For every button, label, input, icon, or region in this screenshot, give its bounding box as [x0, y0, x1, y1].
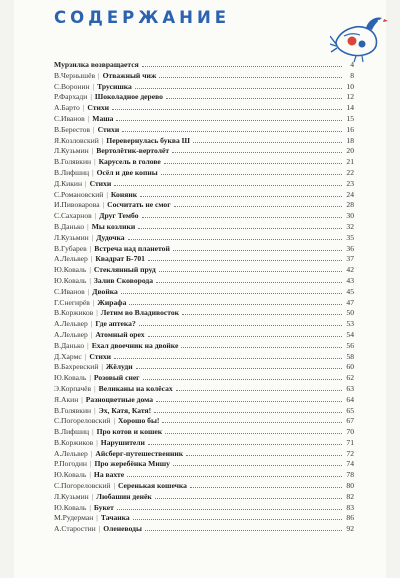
- toc-page-number: 63: [346, 383, 354, 393]
- toc-title: Где аптека?: [95, 319, 136, 329]
- toc-leader-dots: [117, 509, 342, 510]
- toc-entry: [54, 287, 354, 298]
- toc-author: И.Пивоварова: [54, 200, 100, 210]
- toc-author: Э.Корпачёв: [54, 383, 92, 393]
- toc-separator: |: [90, 254, 93, 264]
- toc-author: А.Лельвер: [54, 254, 88, 264]
- toc-separator: |: [89, 459, 92, 469]
- toc-title: Отважный чиж: [102, 70, 157, 80]
- toc-entry: [54, 362, 354, 373]
- toc-entry: [54, 125, 354, 136]
- toc-separator: |: [89, 265, 91, 275]
- toc-page-number: 92: [346, 524, 354, 534]
- toc-author: С.Иванов: [54, 286, 85, 296]
- toc-page-number: 43: [346, 275, 354, 285]
- toc-separator: |: [87, 221, 89, 231]
- toc-separator: |: [101, 135, 104, 145]
- toc-leader-dots: [176, 390, 342, 391]
- toc-separator: |: [89, 470, 91, 480]
- toc-leader-dots: [138, 228, 342, 229]
- toc-title: Дудочка: [96, 232, 125, 242]
- toc-page-number: 22: [346, 167, 354, 177]
- toc-author: Ю.Коваль: [54, 502, 87, 512]
- toc-leader-dots: [159, 77, 342, 78]
- toc-author: Р.Погодин: [54, 459, 87, 469]
- toc-entry: [54, 179, 354, 190]
- toc-leader-dots: [143, 379, 342, 380]
- toc-separator: |: [92, 297, 95, 307]
- toc-title: Встреча над планетой: [94, 243, 170, 253]
- toc-separator: |: [87, 286, 90, 296]
- toc-title: Жирафа: [97, 297, 127, 307]
- toc-page-number: 8: [350, 70, 354, 80]
- toc-entry: [54, 416, 354, 427]
- toc-title: Квадрат Б-701: [95, 254, 145, 264]
- toc-page-number: 56: [346, 340, 354, 350]
- toc-author: В.Бахревский: [54, 362, 99, 372]
- toc-title: Вертолётик-вертолёт: [96, 146, 170, 156]
- toc-separator: |: [89, 243, 92, 253]
- toc-separator: |: [106, 189, 108, 199]
- toc-leader-dots: [142, 66, 342, 67]
- toc-entry: [54, 276, 354, 287]
- toc-leader-dots: [135, 88, 342, 89]
- toc-separator: |: [98, 524, 101, 534]
- toc-entry: [54, 406, 354, 417]
- toc-entry: [54, 352, 354, 363]
- toc-separator: |: [96, 437, 98, 447]
- toc-entry: [54, 146, 354, 157]
- toc-separator: |: [92, 81, 95, 91]
- toc-page-number: 15: [346, 113, 354, 123]
- toc-title: Коняик: [110, 189, 138, 199]
- toc-author: Д.Кикин: [54, 178, 83, 188]
- toc-author: А.Лельвер: [54, 448, 88, 458]
- toc-leader-dots: [148, 260, 342, 261]
- toc-author: Л.Кузьмин: [54, 146, 89, 156]
- toc-leader-dots: [139, 325, 342, 326]
- toc-separator: |: [91, 232, 94, 242]
- toc-separator: |: [101, 362, 103, 372]
- toc-author: Р.Фархади: [54, 92, 88, 102]
- toc-author: В.Данько: [54, 221, 85, 231]
- toc-author: В.Чернышёв: [54, 70, 96, 80]
- toc-page-number: 36: [346, 243, 354, 253]
- toc-separator: |: [113, 481, 115, 491]
- toc-entry: [54, 395, 354, 406]
- toc-author: С.Романовский: [54, 189, 104, 199]
- toc-entry: [54, 200, 354, 211]
- toc-author: Г.Снегирёв: [54, 297, 90, 307]
- toc-author: А.Старостин: [54, 524, 96, 534]
- toc-author: Л.Кузьмин: [54, 491, 89, 501]
- toc-separator: |: [89, 502, 91, 512]
- toc-entry: [54, 244, 354, 255]
- toc-leader-dots: [114, 185, 342, 186]
- toc-author: Ю.Коваль: [54, 265, 87, 275]
- toc-author: Л.Кузьмин: [54, 232, 89, 242]
- toc-author: С.Погореловский: [54, 416, 111, 426]
- toc-separator: |: [81, 394, 83, 404]
- toc-author: В.Голявкин: [54, 405, 92, 415]
- toc-title: Серенькая кошечка: [117, 481, 187, 491]
- toc-entry: [54, 330, 354, 341]
- toc-title: Любашин денёк: [96, 491, 152, 501]
- toc-page-number: 21: [346, 157, 354, 167]
- toc-author: В.Коржиков: [54, 308, 94, 318]
- toc-title: Друг Тембо: [99, 211, 139, 221]
- toc-title: Про котов и кошек: [96, 427, 163, 437]
- toc-separator: |: [90, 92, 92, 102]
- toc-page-number: 24: [346, 189, 354, 199]
- toc-page-number: 64: [346, 394, 354, 404]
- toc-page-number: 12: [346, 92, 354, 102]
- toc-author: А.Лельвер: [54, 329, 88, 339]
- toc-entry: [54, 233, 354, 244]
- toc-title: Маша: [92, 113, 114, 123]
- toc-leader-dots: [156, 282, 342, 283]
- toc-page-number: 42: [346, 265, 354, 275]
- toc-title: Стихи: [97, 124, 120, 134]
- toc-title: Стихи: [87, 103, 110, 113]
- toc-author: В.Берестов: [54, 124, 91, 134]
- toc-author: С.Воронин: [54, 81, 90, 91]
- toc-author: А.Барто: [54, 103, 80, 113]
- toc-author: В.Голявкин: [54, 157, 92, 167]
- toc-entry: [54, 298, 354, 309]
- toc-leader-dots: [114, 358, 342, 359]
- toc-title: Стихи: [89, 178, 112, 188]
- toc-author: В.Лифшиц: [54, 427, 90, 437]
- toc-title: Сосчитать не смог: [107, 200, 171, 210]
- toc-leader-dots: [190, 487, 342, 488]
- toc-entry: [54, 503, 354, 514]
- toc-separator: |: [91, 491, 94, 501]
- toc-leader-dots: [193, 142, 342, 143]
- toc-page-number: 16: [346, 124, 354, 134]
- toc-author: В.Лифшиц: [54, 167, 90, 177]
- toc-title: Карусель в голове: [98, 157, 161, 167]
- toc-page-number: 86: [346, 513, 354, 523]
- toc-title: Летим во Владивосток: [100, 308, 180, 318]
- toc-entry: [54, 449, 354, 460]
- toc-separator: |: [113, 416, 115, 426]
- toc-entry: [54, 384, 354, 395]
- toc-page-number: 30: [346, 211, 354, 221]
- toc-leader-dots: [159, 271, 342, 272]
- toc-entry: [54, 481, 354, 492]
- toc-page-number: 67: [346, 416, 354, 426]
- toc-entry: [54, 92, 354, 103]
- toc-page-number: 50: [346, 308, 354, 318]
- toc-author: С.Иванов: [54, 113, 85, 123]
- toc-separator: |: [89, 373, 91, 383]
- toc-leader-dots: [127, 476, 342, 477]
- toc-separator: |: [92, 167, 94, 177]
- toc-leader-dots: [173, 250, 342, 251]
- toc-leader-dots: [142, 217, 342, 218]
- toc-separator: |: [94, 211, 97, 221]
- toc-author: Я.Акин: [54, 394, 79, 404]
- toc-page-number: 10: [346, 81, 354, 91]
- toc-title: Розовый снег: [93, 373, 140, 383]
- toc-entry: [54, 319, 354, 330]
- toc-author: В.Коржиков: [54, 437, 94, 447]
- toc-title: Осёл и две копны: [96, 167, 158, 177]
- toc-author: А.Лельвер: [54, 319, 88, 329]
- toc-title: Про жеребёнка Мишу: [94, 459, 170, 469]
- toc-leader-dots: [166, 98, 342, 99]
- toc-title: Шоколадное дерево: [94, 92, 163, 102]
- toc-page-number: 14: [346, 103, 354, 113]
- toc-leader-dots: [148, 336, 342, 337]
- toc-entry: [54, 157, 354, 168]
- toc-page-number: 80: [346, 481, 354, 491]
- toc-title: Эх, Катя, Катя!: [98, 405, 152, 415]
- toc-leader-dots: [136, 368, 342, 369]
- toc-separator: |: [87, 113, 90, 123]
- toc-entry: [54, 438, 354, 449]
- toc-page-number: 60: [346, 362, 354, 372]
- page-title: СОДЕРЖАНИЕ: [54, 8, 231, 27]
- toc-leader-dots: [165, 433, 342, 434]
- toc-page-number: 45: [346, 286, 354, 296]
- toc-leader-dots: [121, 293, 342, 294]
- toc-page-number: 82: [346, 491, 354, 501]
- toc-separator: |: [90, 448, 93, 458]
- toc-entry: [54, 459, 354, 470]
- toc-page-number: 18: [346, 135, 354, 145]
- toc-entry: [54, 524, 354, 535]
- toc-title: Мурзилка возвращается: [54, 60, 139, 69]
- toc-leader-dots: [172, 152, 342, 153]
- toc-leader-dots: [181, 347, 342, 348]
- toc-title: Залив Сковорода: [93, 275, 154, 285]
- toc-leader-dots: [182, 314, 342, 315]
- toc-page-number: 72: [346, 448, 354, 458]
- toc-leader-dots: [156, 401, 342, 402]
- toc-separator: |: [92, 427, 94, 437]
- toc-entry: [54, 341, 354, 352]
- toc-entry: [54, 103, 354, 114]
- toc-title: Хорошо бы!: [117, 416, 160, 426]
- toc-entry: [54, 513, 354, 524]
- toc-entry: [54, 254, 354, 265]
- toc-entry: [54, 265, 354, 276]
- toc-entry: [54, 114, 354, 125]
- toc-page-number: 20: [346, 146, 354, 156]
- toc-title: Айсберг-путешественник: [95, 448, 184, 458]
- toc-page-number: 4: [350, 60, 354, 69]
- toc-leader-dots: [174, 206, 342, 207]
- toc-page-number: 23: [346, 178, 354, 188]
- toc-author: С.Сахарнов: [54, 211, 92, 221]
- toc-entry: [54, 190, 354, 201]
- toc-title: Разноцветные дома: [85, 394, 154, 404]
- toc-page-number: 71: [346, 437, 354, 447]
- toc-leader-dots: [161, 174, 342, 175]
- toc-author: В.Данько: [54, 340, 85, 350]
- toc-leader-dots: [122, 131, 342, 132]
- toc-title: Стеклянный пруд: [93, 265, 156, 275]
- toc-title: Великаны на колёсах: [98, 383, 173, 393]
- toc-separator: |: [91, 146, 94, 156]
- toc-separator: |: [90, 329, 93, 339]
- toc-leader-dots: [116, 120, 342, 121]
- toc-leader-dots: [148, 444, 342, 445]
- toc-page-number: 47: [346, 297, 354, 307]
- toc-page-number: 70: [346, 427, 354, 437]
- toc-title: Тачанка: [100, 513, 130, 523]
- toc-page-number: 83: [346, 502, 354, 512]
- toc-title: Трусишка: [97, 81, 132, 91]
- toc-separator: |: [94, 383, 96, 393]
- toc-leader-dots: [128, 239, 342, 240]
- toc-separator: |: [82, 103, 85, 113]
- toc-author: Ю.Коваль: [54, 373, 87, 383]
- toc-separator: |: [90, 319, 93, 329]
- toc-entry: [54, 492, 354, 503]
- toc-separator: |: [102, 200, 105, 210]
- toc-title: Мы козлики: [91, 221, 136, 231]
- toc-page-number: 32: [346, 221, 354, 231]
- toc-author: Д.Хармс: [54, 351, 82, 361]
- toc-author: Я.Козловский: [54, 135, 99, 145]
- toc-entry: [54, 427, 354, 438]
- toc-separator: |: [84, 351, 87, 361]
- toc-separator: |: [87, 340, 89, 350]
- toc-entry: [54, 82, 354, 93]
- toc-title: Двойка: [92, 286, 118, 296]
- toc-separator: |: [85, 178, 87, 188]
- toc-page-number: 58: [346, 351, 354, 361]
- toc-separator: |: [98, 70, 100, 80]
- toc-entry: [54, 71, 354, 82]
- toc-title: На вахте: [93, 470, 125, 480]
- toc-author: М.Рудерман: [54, 513, 94, 523]
- toc-entry: [54, 373, 354, 384]
- toc-separator: |: [94, 405, 96, 415]
- toc-separator: |: [96, 308, 98, 318]
- toc-entry: [54, 308, 354, 319]
- toc-separator: |: [89, 275, 91, 285]
- toc-page-number: 54: [346, 329, 354, 339]
- toc-leader-dots: [173, 465, 342, 466]
- toc-title: Букет: [93, 502, 114, 512]
- toc-author: С.Погореловский: [54, 481, 111, 491]
- toc-leader-dots: [129, 304, 342, 305]
- toc-leader-dots: [154, 412, 342, 413]
- toc-author: Ю.Коваль: [54, 470, 87, 480]
- toc-leader-dots: [133, 519, 342, 520]
- toc-page-number: 35: [346, 232, 354, 242]
- toc-title: Стихи: [89, 351, 111, 361]
- toc-page-number: 28: [346, 200, 354, 210]
- toc-leader-dots: [112, 109, 342, 110]
- toc-author: Ю.Коваль: [54, 275, 87, 285]
- toc-title: Ехал двоечник на двойке: [91, 340, 179, 350]
- toc-entry: [54, 222, 354, 233]
- toc-leader-dots: [164, 163, 342, 164]
- toc-separator: |: [94, 157, 96, 167]
- toc-title: Оленеводы: [103, 524, 142, 534]
- toc-page-number: 65: [346, 405, 354, 415]
- toc-entry: [54, 136, 354, 147]
- toc-separator: |: [93, 124, 95, 134]
- toc-page-number: 74: [346, 459, 354, 469]
- toc-title: Перевернулась буква Ш: [106, 135, 191, 145]
- toc-leader-dots: [145, 530, 342, 531]
- toc-title: Атомный орех: [95, 329, 145, 339]
- toc-separator: |: [96, 513, 98, 523]
- toc-entry: [54, 470, 354, 481]
- toc-page-number: 62: [346, 373, 354, 383]
- toc-page-number: 78: [346, 470, 354, 480]
- bird-illustration: [330, 14, 388, 64]
- toc-entry: [54, 168, 354, 179]
- toc-page-number: 37: [346, 254, 354, 264]
- toc-entry: [54, 60, 354, 71]
- toc-page-number: 53: [346, 319, 354, 329]
- toc-title: Нарушители: [100, 437, 145, 447]
- toc-author: В.Губарев: [54, 243, 87, 253]
- toc-leader-dots: [140, 196, 342, 197]
- toc-entry: [54, 211, 354, 222]
- toc-title: Жёлуди: [105, 362, 133, 372]
- toc-leader-dots: [186, 455, 342, 456]
- toc-leader-dots: [162, 422, 342, 423]
- table-of-contents: [54, 60, 354, 535]
- toc-leader-dots: [155, 498, 342, 499]
